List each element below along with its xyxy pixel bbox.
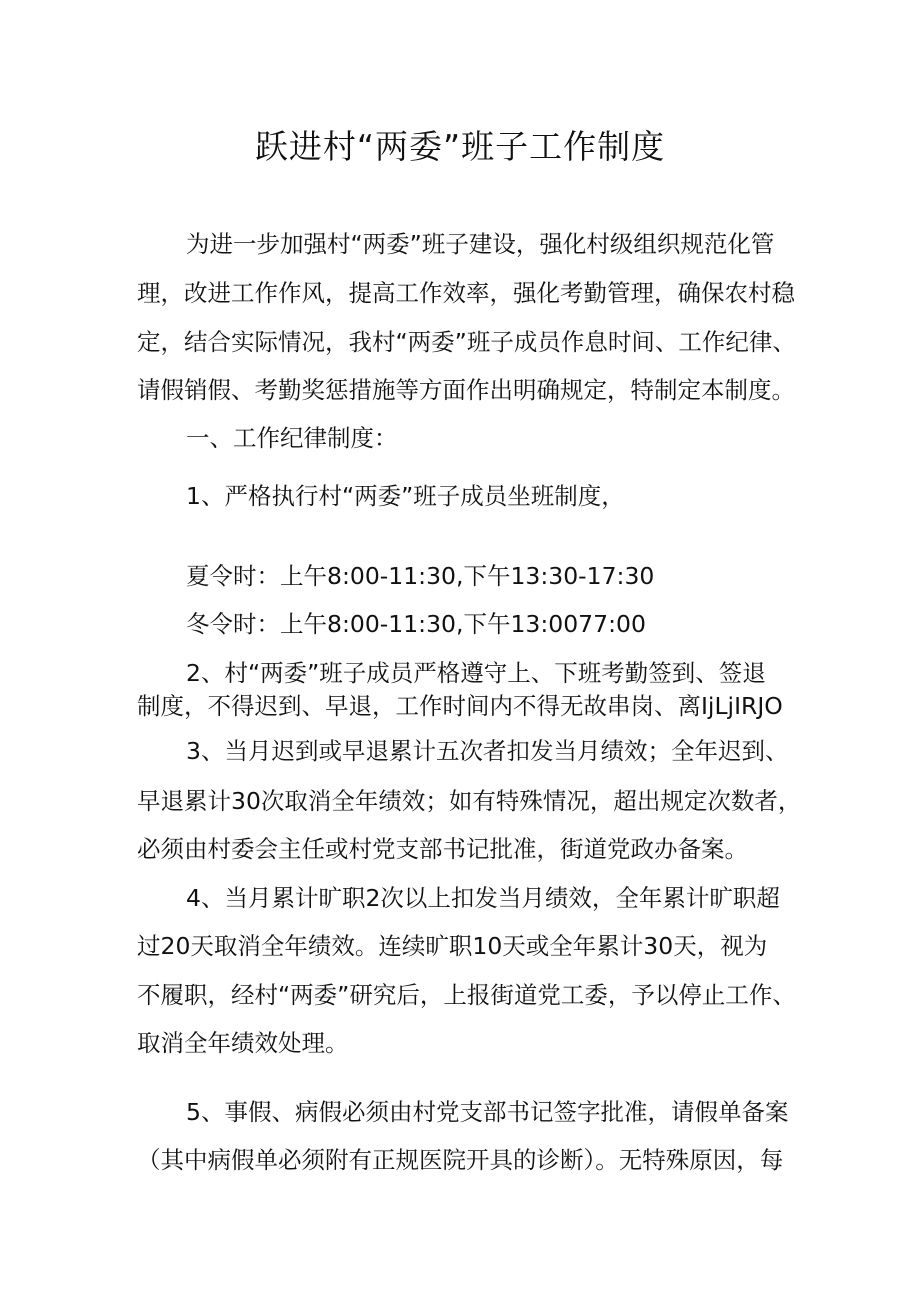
- paragraph-line: 定，结合实际情况，我村“两委”班子成员作息时间、工作纪律、: [137, 328, 796, 356]
- clause-line: 4、当月累计旷职2次以上扣发当月绩效，全年累计旷职超: [186, 884, 780, 912]
- paragraph-line: 早退累计30次取消全年绩效；如有特殊情况，超出规定次数者，: [137, 787, 802, 815]
- summer-hours-line: 夏令时：上午8:00-11:30,下午13:30-17:30: [186, 562, 655, 590]
- clause-line: 5、事假、病假必须由村党支部书记签字批准，请假单备案: [186, 1098, 789, 1126]
- document-title: 跃进村“两委”班子工作制度: [254, 127, 666, 166]
- clause-line: 3、当月迟到或早退累计五次者扣发当月绩效；全年迟到、: [186, 737, 789, 765]
- paragraph-line: 为进一步加强村“两委”班子建设，强化村级组织规范化管: [186, 230, 775, 258]
- paragraph-line: 取消全年绩效处理。: [137, 1029, 349, 1057]
- section-heading: 一、工作纪律制度：: [186, 424, 398, 452]
- paragraph-line: 不履职，经村“两委”研究后，上报街道党工委，予以停止工作、: [137, 981, 796, 1009]
- paragraph-line: 请假销假、考勤奖惩措施等方面作出明确规定，特制定本制度。: [137, 376, 795, 404]
- paragraph-line: 理，改进工作作风，提高工作效率，强化考勤管理，确保农村稳: [137, 279, 795, 307]
- clause-line: 2、村“两委”班子成员严格遵守上、下班考勤签到、签退: [186, 659, 766, 687]
- paragraph-line: （其中病假单必须附有正规医院开具的诊断）。无特殊原因，每: [137, 1146, 784, 1174]
- winter-hours-line: 冬令时：上午8:00-11:30,下午13:0077:00: [186, 610, 646, 638]
- paragraph-line: 过20天取消全年绩效。连续旷职10天或全年累计30天，视为: [137, 932, 768, 960]
- paragraph-line: 必须由村委会主任或村党支部书记批准，街道党政办备案。: [137, 835, 748, 863]
- clause-line: 1、严格执行村“两委”班子成员坐班制度，: [186, 482, 625, 510]
- paragraph-line: 制度，不得迟到、早退，工作时间内不得无故串岗、离IjLjIRJO: [137, 692, 783, 720]
